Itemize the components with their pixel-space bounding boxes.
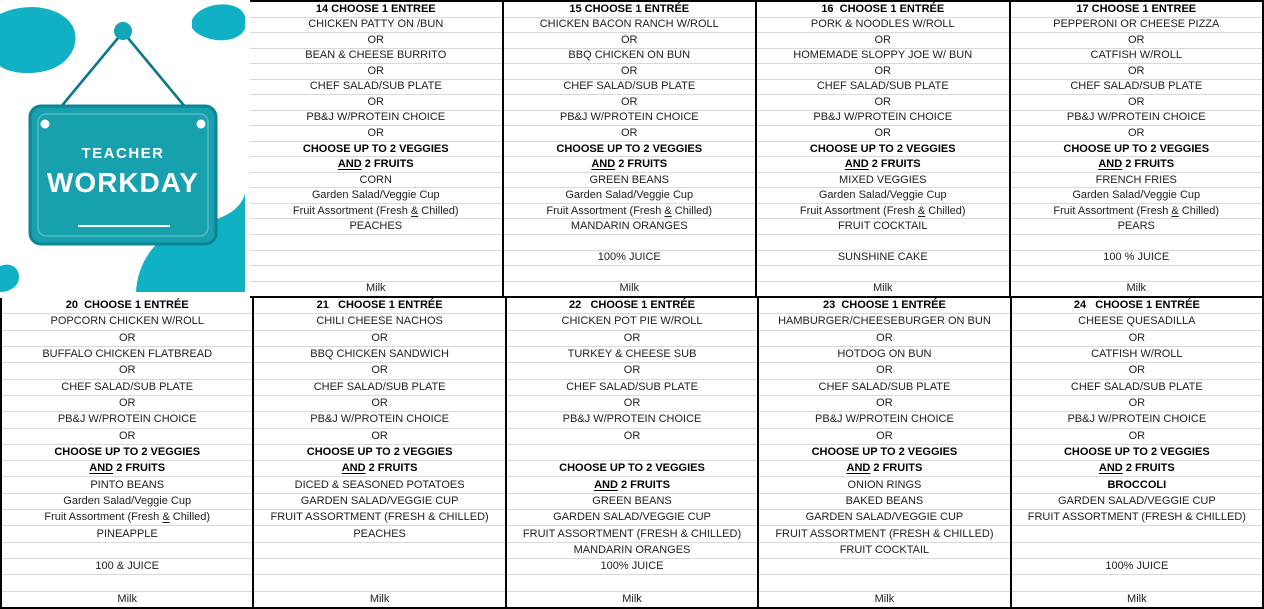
menu-row [2,575,252,591]
menu-row: PB&J W/PROTEIN CHOICE [250,111,502,127]
menu-row: OR [757,64,1009,80]
menu-day-24 [1010,296,1264,609]
menu-row: ONION RINGS [759,477,1009,493]
menu-row: CATFISH W/ROLL [1012,347,1262,363]
menu-row: Milk [874,592,895,605]
menu-row: FRUIT ASSORTMENT (FRESH & CHILLED) [759,526,1009,542]
menu-row: BAKED BEANS [759,494,1009,510]
menu-row: Garden Salad/Veggie Cup [504,188,756,204]
menu-row: OR [2,396,252,412]
menu-row: HOMEMADE SLOPPY JOE W/ BUN [757,49,1009,65]
menu-row: CHICKEN BACON RANCH W/ROLL [504,18,756,34]
menu-day-22 [505,296,759,609]
menu-row: OR [1012,396,1262,412]
menu-row: PINEAPPLE [2,526,252,542]
menu-row: AND 2 FRUITS [2,461,252,477]
teacher-workday-illustration [0,0,245,292]
menu-row: CHEF SALAD/SUB PLATE [507,380,757,396]
menu-row [1012,543,1262,559]
menu-row: Fruit Assortment (Fresh & Chilled) [757,204,1009,220]
menu-week-1 [0,0,1264,298]
menu-row: Milk [872,282,893,295]
day-header: 21 CHOOSE 1 ENTRÉE [254,298,504,314]
menu-row: OR [757,33,1009,49]
menu-row: CHEF SALAD/SUB PLATE [504,80,756,96]
menu-row [757,235,1009,251]
menu-row: OR [250,95,502,111]
menu-row: PORK & NOODLES W/ROLL [757,18,1009,34]
day-header: 22 CHOOSE 1 ENTRÉE [507,298,757,314]
menu-row [507,445,757,461]
sign-hole-left [41,120,50,129]
menu-row: OR [759,429,1009,445]
menu-row: TURKEY & CHEESE SUB [507,347,757,363]
menu-row: Garden Salad/Veggie Cup [250,188,502,204]
menu-day-15 [502,0,758,298]
menu-row: CHOOSE UP TO 2 VEGGIES [1011,142,1263,158]
menu-row [2,543,252,559]
menu-row: AND 2 FRUITS [757,157,1009,173]
menu-week-2 [0,296,1264,609]
menu-row: CHOOSE UP TO 2 VEGGIES [504,142,756,158]
menu-row: OR [504,64,756,80]
sign-hole-right [197,120,206,129]
menu-row: BBQ CHICKEN ON BUN [504,49,756,65]
menu-row: PEARS [1011,219,1263,235]
menu-row [1012,526,1262,542]
menu-row: PB&J W/PROTEIN CHOICE [757,111,1009,127]
menu-row: PB&J W/PROTEIN CHOICE [254,412,504,428]
menu-row: CHEESE QUESADILLA [1012,314,1262,330]
menu-row: FRUIT COCKTAIL [757,219,1009,235]
day-header: 16 CHOOSE 1 ENTRÉE [757,2,1009,18]
menu-row: 100% JUICE [507,559,757,575]
day-header: 17 CHOOSE 1 ENTREE [1011,2,1263,18]
menu-row: OR [250,33,502,49]
menu-row: HOTDOG ON BUN [759,347,1009,363]
menu-row: CHOOSE UP TO 2 VEGGIES [757,142,1009,158]
menu-day-16 [755,0,1011,298]
day-header: 23 CHOOSE 1 ENTRÉE [759,298,1009,314]
menu-row: 100 % JUICE [1011,251,1263,267]
menu-row: AND 2 FRUITS [759,461,1009,477]
menu-day-20 [0,296,254,609]
menu-row: AND 2 FRUITS [507,477,757,493]
menu-row: OR [504,33,756,49]
menu-row: OR [1012,363,1262,379]
menu-row: BBQ CHICKEN SANDWICH [254,347,504,363]
menu-day-21 [252,296,506,609]
menu-row: FRUIT ASSORTMENT (FRESH & CHILLED) [507,526,757,542]
menu-row: Milk [1127,592,1147,605]
menu-row: CHEF SALAD/SUB PLATE [254,380,504,396]
menu-row: Milk [365,282,386,295]
sign-rope [55,32,191,114]
menu-row: POPCORN CHICKEN W/ROLL [2,314,252,330]
menu-row: AND 2 FRUITS [504,157,756,173]
menu-row: CHOOSE UP TO 2 VEGGIES [250,142,502,158]
menu-row: Fruit Assortment (Fresh & Chilled) [1011,204,1263,220]
menu-row: OR [2,363,252,379]
menu-row: OR [250,126,502,142]
menu-day-17 [1009,0,1264,298]
menu-row: CHOOSE UP TO 2 VEGGIES [2,445,252,461]
menu-row [504,266,756,282]
menu-row: GARDEN SALAD/VEGGIE CUP [254,494,504,510]
menu-row: BEAN & CHEESE BURRITO [250,49,502,65]
menu-row: CHOOSE UP TO 2 VEGGIES [254,445,504,461]
menu-day-14 [248,0,504,298]
menu-day-23 [757,296,1011,609]
menu-row: BROCCOLI [1012,477,1262,493]
menu-row: OR [1012,429,1262,445]
menu-row [757,266,1009,282]
menu-row [254,575,504,591]
menu-row: MANDARIN ORANGES [507,543,757,559]
day-header: 15 CHOOSE 1 ENTRÉE [504,2,756,18]
menu-row: CHEF SALAD/SUB PLATE [250,80,502,96]
menu-row: CHEF SALAD/SUB PLATE [757,80,1009,96]
menu-row: OR [1011,33,1263,49]
menu-row: PB&J W/PROTEIN CHOICE [504,111,756,127]
menu-row: PEACHES [250,219,502,235]
menu-row [250,235,502,251]
menu-row: Fruit Assortment (Fresh & Chilled) [2,510,252,526]
menu-row: OR [507,396,757,412]
menu-row: FRUIT ASSORTMENT (FRESH & CHILLED) [1012,510,1262,526]
menu-row [504,235,756,251]
menu-row: AND 2 FRUITS [254,461,504,477]
menu-row [507,575,757,591]
menu-row [254,559,504,575]
menu-row: OR [254,396,504,412]
menu-row [1011,235,1263,251]
menu-row: OR [254,429,504,445]
menu-row: 100% JUICE [1012,559,1262,575]
blob-bottom-left [0,265,19,292]
menu-row: Milk [622,592,642,605]
menu-row: PEPPERONI OR CHEESE PIZZA [1011,18,1263,34]
menu-row: Fruit Assortment (Fresh & Chilled) [504,204,756,220]
sign-line2: WORKDAY [46,167,200,198]
menu-row: PB&J W/PROTEIN CHOICE [1011,111,1263,127]
menu-row: OR [759,396,1009,412]
menu-row: MIXED VEGGIES [757,173,1009,189]
menu-row [254,543,504,559]
blob-top-left [0,7,76,73]
menu-row: CHICKEN POT PIE W/ROLL [507,314,757,330]
sign-pin [114,22,132,40]
menu-row: AND 2 FRUITS [1011,157,1263,173]
menu-row: CHOOSE UP TO 2 VEGGIES [1012,445,1262,461]
menu-row: CHEF SALAD/SUB PLATE [2,380,252,396]
menu-row: CHEF SALAD/SUB PLATE [1011,80,1263,96]
menu-row: OR [254,331,504,347]
menu-row [250,251,502,267]
menu-row [759,575,1009,591]
menu-row: OR [1011,64,1263,80]
menu-row: OR [1011,95,1263,111]
menu-row: PEACHES [254,526,504,542]
menu-row: OR [507,331,757,347]
menu-row: OR [254,363,504,379]
menu-row: CHILI CHEESE NACHOS [254,314,504,330]
menu-row: AND 2 FRUITS [1012,461,1262,477]
menu-row: OR [757,95,1009,111]
menu-row: Garden Salad/Veggie Cup [2,494,252,510]
menu-row: Milk [369,592,390,605]
sign-line1: TEACHER [81,145,165,162]
menu-row: PB&J W/PROTEIN CHOICE [759,412,1009,428]
menu-row: OR [2,429,252,445]
day-header: 24 CHOOSE 1 ENTRÉE [1012,298,1262,314]
menu-row: OR [507,363,757,379]
menu-row: FRUIT ASSORTMENT (FRESH & CHILLED) [254,510,504,526]
menu-row: PINTO BEANS [2,477,252,493]
menu-row: OR [1011,126,1263,142]
day-header: 20 CHOOSE 1 ENTRÉE [2,298,252,314]
menu-row: OR [250,64,502,80]
menu-row: CATFISH W/ROLL [1011,49,1263,65]
menu-row: OR [759,363,1009,379]
menu-row: SUNSHINE CAKE [757,251,1009,267]
menu-row: AND 2 FRUITS [250,157,502,173]
menu-row: DICED & SEASONED POTATOES [254,477,504,493]
menu-row: HAMBURGER/CHEESEBURGER ON BUN [759,314,1009,330]
menu-row: FRUIT COCKTAIL [759,543,1009,559]
menu-row: GREEN BEANS [507,494,757,510]
menu-row: Milk [117,592,137,605]
menu-row: OR [2,331,252,347]
menu-row: CHOOSE UP TO 2 VEGGIES [507,461,757,477]
menu-row: CHEF SALAD/SUB PLATE [1012,380,1262,396]
menu-row: CHOOSE UP TO 2 VEGGIES [759,445,1009,461]
teacher-workday-cell [0,0,250,298]
menu-row: OR [759,331,1009,347]
menu-row: GARDEN SALAD/VEGGIE CUP [1012,494,1262,510]
menu-row: Garden Salad/Veggie Cup [757,188,1009,204]
menu-row [1012,575,1262,591]
menu-row: CORN [250,173,502,189]
menu-row: 100 & JUICE [2,559,252,575]
blob-top-right [192,4,245,40]
menu-row: 100% JUICE [504,251,756,267]
menu-row: OR [757,126,1009,142]
menu-row: OR [504,95,756,111]
menu-row: GARDEN SALAD/VEGGIE CUP [507,510,757,526]
menu-row: Milk [619,282,640,295]
menu-row: Milk [1126,282,1147,295]
menu-row: CHEF SALAD/SUB PLATE [759,380,1009,396]
menu-row: OR [1012,331,1262,347]
menu-row: OR [504,126,756,142]
menu-row: GREEN BEANS [504,173,756,189]
menu-row: BUFFALO CHICKEN FLATBREAD [2,347,252,363]
menu-row [759,559,1009,575]
menu-row: Garden Salad/Veggie Cup [1011,188,1263,204]
menu-row [250,266,502,282]
day-header: 14 CHOOSE 1 ENTREE [250,2,502,18]
menu-row: PB&J W/PROTEIN CHOICE [507,412,757,428]
menu-row: MANDARIN ORANGES [504,219,756,235]
menu-row: CHICKEN PATTY ON /BUN [250,18,502,34]
menu-row [1011,266,1263,282]
menu-row: PB&J W/PROTEIN CHOICE [1012,412,1262,428]
menu-row: FRENCH FRIES [1011,173,1263,189]
menu-row: PB&J W/PROTEIN CHOICE [2,412,252,428]
menu-row: OR [507,429,757,445]
menu-row: GARDEN SALAD/VEGGIE CUP [759,510,1009,526]
menu-row: Fruit Assortment (Fresh & Chilled) [250,204,502,220]
